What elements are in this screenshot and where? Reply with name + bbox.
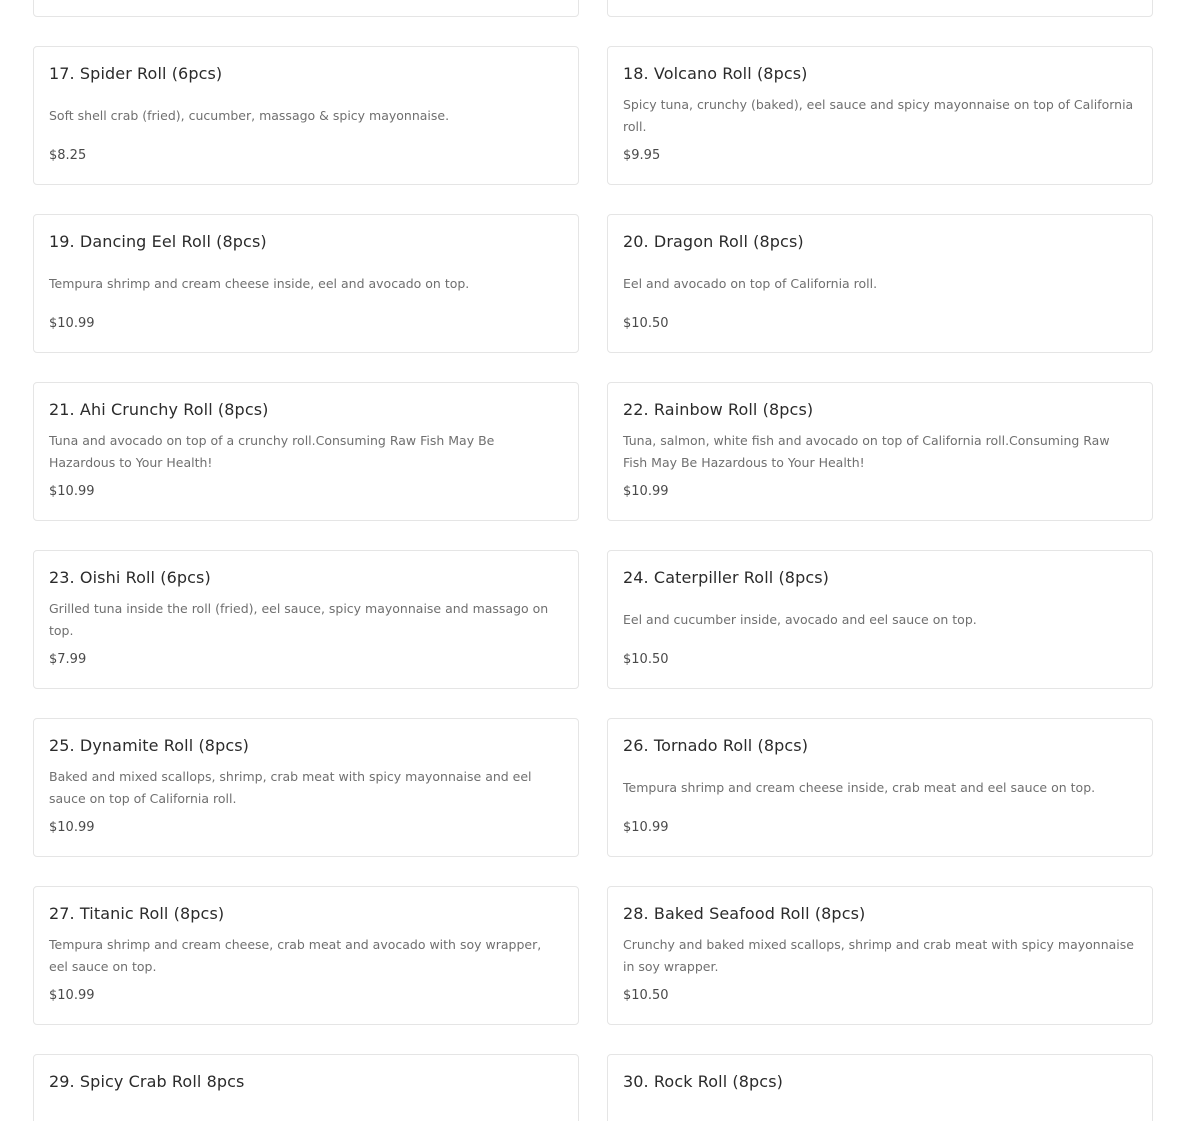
menu-item-price: $10.99 [49,988,95,1003]
menu-item-title: 17. Spider Roll (6pcs) [49,64,223,83]
menu-item-title: 28. Baked Seafood Roll (8pcs) [623,904,866,923]
menu-item-grid [33,0,1153,1121]
menu-item-title: 30. Rock Roll (8pcs) [623,1072,783,1091]
menu-item-price: $10.99 [49,484,95,499]
menu-item-card[interactable] [33,46,579,185]
menu-item-price: $10.99 [49,316,95,331]
menu-item-price: $7.99 [49,652,87,667]
menu-item-description: Eel and avocado on top of California roll. [623,276,878,291]
menu-item-card[interactable] [607,214,1153,353]
menu-item-title: 20. Dragon Roll (8pcs) [623,232,804,251]
menu-item-price: $10.99 [623,484,669,499]
menu-item-card[interactable] [33,886,579,1025]
menu-item-description: Baked and mixed scallops, shrimp, crab meat with spicy mayonnaise and eel sauce on top of California roll. [49,769,532,806]
menu-item-card[interactable] [607,886,1153,1025]
menu-item-description: Eel and cucumber inside, avocado and eel sauce on top. [623,612,977,627]
menu-item-title: 19. Dancing Eel Roll (8pcs) [49,232,267,251]
menu-item-title: 27. Titanic Roll (8pcs) [49,904,225,923]
menu-item-title: 29. Spicy Crab Roll 8pcs [49,1072,245,1091]
menu-item-description: Tempura shrimp and cream cheese inside, eel and avocado on top. [49,276,470,291]
menu-item-description: Tempura shrimp and cream cheese inside, crab meat and eel sauce on top. [623,780,1096,795]
menu-item-price: $9.95 [623,148,661,163]
menu-item-card[interactable] [607,718,1153,857]
menu-item-description: Tuna, salmon, white fish and avocado on top of California roll.Consuming Raw Fish May Be Hazardous to Your Health! [623,433,1110,470]
menu-item-description: Crunchy and baked mixed scallops, shrimp and crab meat with spicy mayonnaise in soy wrapper. [623,937,1134,974]
menu-item-title: 26. Tornado Roll (8pcs) [623,736,809,755]
menu-item-price: $8.25 [49,148,87,163]
menu-item-title: 22. Rainbow Roll (8pcs) [623,400,814,419]
menu-item-card[interactable] [33,214,579,353]
menu-item-card[interactable] [607,46,1153,185]
menu-item-card[interactable] [33,0,579,17]
menu-item-description: Tempura shrimp and cream cheese, crab meat and avocado with soy wrapper, eel sauce on top. [49,937,542,974]
menu-item-card[interactable] [607,0,1153,17]
menu-item-description: Soft shell crab (fried), cucumber, massago & spicy mayonnaise. [49,108,450,123]
menu-item-description: Grilled tuna inside the roll (fried), eel sauce, spicy mayonnaise and massago on top. [49,601,549,638]
menu-item-price: $10.50 [623,988,669,1003]
menu-item-description [623,1102,1137,1121]
menu-item-description [49,1102,563,1121]
menu-item-card[interactable] [607,382,1153,521]
menu-item-card[interactable] [33,382,579,521]
menu-item-title: 23. Oishi Roll (6pcs) [49,568,211,587]
menu-item-title: 25. Dynamite Roll (8pcs) [49,736,250,755]
menu-item-price: $10.99 [623,820,669,835]
menu-item-card[interactable] [607,1054,1153,1121]
menu-item-description: Tuna and avocado on top of a crunchy roll.Consuming Raw Fish May Be Hazardous to Your Health! [49,433,495,470]
menu-item-title: 18. Volcano Roll (8pcs) [623,64,808,83]
menu-item-title: 24. Caterpiller Roll (8pcs) [623,568,830,587]
menu-item-price: $10.99 [49,820,95,835]
menu-item-card[interactable] [33,550,579,689]
menu-item-title: 21. Ahi Crunchy Roll (8pcs) [49,400,269,419]
menu-item-price: $10.50 [623,652,669,667]
menu-item-card[interactable] [33,1054,579,1121]
menu-item-card[interactable] [607,550,1153,689]
menu-item-price: $10.50 [623,316,669,331]
menu-item-description: Spicy tuna, crunchy (baked), eel sauce and spicy mayonnaise on top of California roll. [623,97,1134,134]
menu-item-card[interactable] [33,718,579,857]
